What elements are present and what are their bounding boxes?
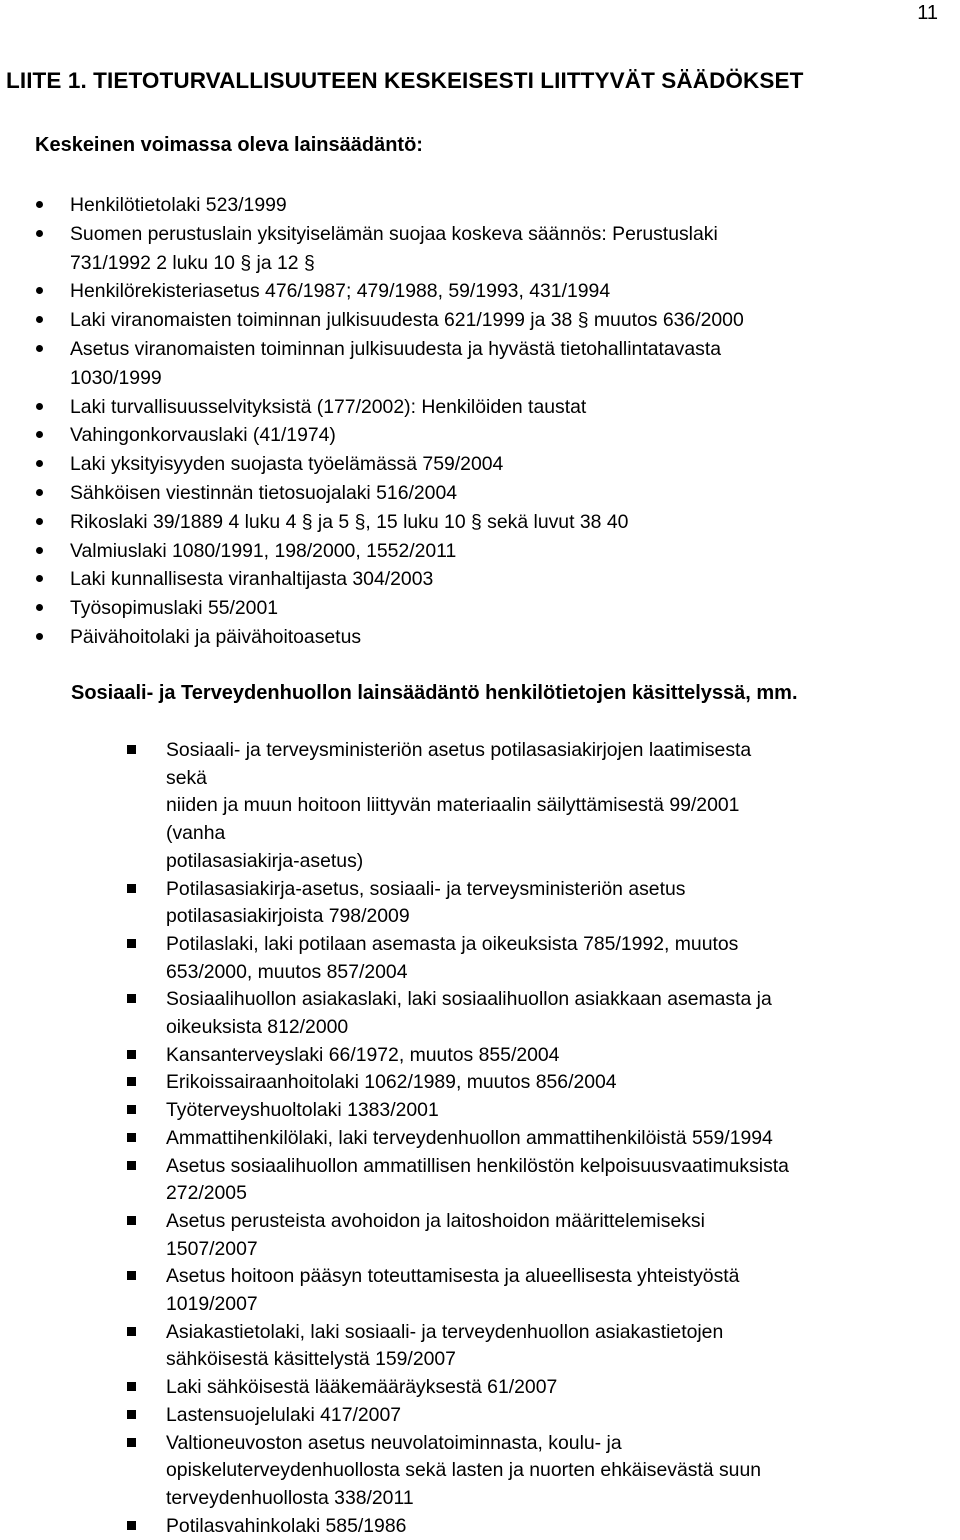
list-item — [0, 623, 950, 652]
list-item-line: Laki yksityisyyden suojasta työelämässä 759/2004 — [70, 453, 504, 476]
square-bullet-icon — [127, 1050, 136, 1059]
list-item-line: Rikoslaki 39/1889 4 luku 4 § ja 5 §, 15 luku 10 § sekä luvut 38 40 — [70, 510, 629, 533]
bullet-icon — [36, 633, 43, 640]
bullet-icon — [36, 460, 43, 467]
list-item — [0, 1069, 794, 1097]
square-bullet-icon — [127, 1382, 136, 1391]
list-item-line: 653/2000, muutos 857/2004 — [166, 960, 408, 983]
list-item-line: Työsopimuslaki 55/2001 — [70, 597, 279, 620]
list-item — [0, 565, 950, 594]
list-item-line: Potilaslaki, laki potilaan asemasta ja oikeuksista 785/1992, muutos — [166, 932, 739, 955]
bullet-icon — [36, 316, 43, 323]
list-item-line: Kansanterveyslaki 66/1972, muutos 855/2004 — [166, 1043, 560, 1066]
bullet-icon — [36, 518, 43, 525]
bullet-icon — [36, 345, 43, 352]
bullet-icon — [36, 287, 43, 294]
bullet-icon — [36, 403, 43, 410]
list-item-line: Päivähoitolaki ja päivähoitoasetus — [70, 625, 362, 648]
list-item-line: Asetus sosiaalihuollon ammatillisen henkilöstön kelpoisuusvaatimuksista — [166, 1154, 789, 1177]
legislation-list — [0, 191, 950, 652]
list-item — [0, 1042, 794, 1070]
list-item-line: 1030/1999 — [70, 366, 162, 389]
square-bullet-icon — [127, 1077, 136, 1086]
list-item — [0, 1402, 794, 1430]
list-item-line: 731/1992 2 luku 10 § ja 12 § — [70, 251, 315, 274]
list-item-line: 272/2005 — [166, 1182, 247, 1205]
square-bullet-icon — [127, 1327, 136, 1336]
list-item-line: Sosiaali- ja terveysministeriön asetus potilasasiakirjojen laatimisesta sekä — [166, 739, 752, 789]
bullet-icon — [36, 547, 43, 554]
list-item-line: opiskeluterveydenhuollosta sekä lasten ja nuorten ehkäisevästä suun — [166, 1459, 762, 1482]
list-item-line: Työterveyshuoltolaki 1383/2001 — [166, 1099, 439, 1122]
health-legislation-list — [0, 737, 794, 1540]
list-item — [0, 1430, 794, 1513]
list-item-line: potilasasiakirjoista 798/2009 — [166, 905, 410, 928]
list-item-line: Henkilötietolaki 523/1999 — [70, 194, 287, 216]
list-item — [0, 220, 950, 278]
square-bullet-icon — [127, 884, 136, 893]
list-item — [0, 931, 794, 986]
bullet-icon — [36, 604, 43, 611]
list-item-line: Potilasasiakirja-asetus, sosiaali- ja terveysministeriön asetus — [166, 877, 686, 900]
appendix-title: LIITE 1. TIETOTURVALLISUUTEEN KESKEISESTI LIITTYVÄT SÄÄDÖKSET — [6, 68, 804, 93]
list-item — [0, 450, 950, 479]
square-bullet-icon — [127, 1410, 136, 1419]
list-item — [0, 191, 950, 220]
list-item — [0, 1097, 794, 1125]
list-item — [0, 1125, 794, 1153]
square-bullet-icon — [127, 939, 136, 948]
list-item — [0, 1374, 794, 1402]
list-item-line: Lastensuojelulaki 417/2007 — [166, 1403, 402, 1426]
page-number: 11 — [917, 2, 938, 24]
list-item-line: potilasasiakirja-asetus) — [166, 849, 364, 872]
list-item-line: Asiakastietolaki, laki sosiaali- ja terveydenhuollon asiakastietojen — [166, 1320, 724, 1343]
list-item-line: Erikoissairaanhoitolaki 1062/1989, muutos 856/2004 — [166, 1071, 617, 1094]
list-item — [0, 594, 950, 623]
bullet-icon — [36, 230, 43, 237]
list-item-line: 1019/2007 — [166, 1293, 258, 1316]
list-item — [0, 876, 794, 931]
list-item-line: Laki turvallisuusselvityksistä (177/2002): Henkilöiden taustat — [70, 395, 587, 418]
section-heading-legislation: Keskeinen voimassa oleva lainsäädäntö: — [35, 134, 423, 156]
list-item — [0, 393, 950, 422]
bullet-icon — [36, 489, 43, 496]
bullet-icon — [36, 431, 43, 438]
list-item — [0, 737, 794, 876]
square-bullet-icon — [127, 745, 136, 754]
square-bullet-icon — [127, 1161, 136, 1170]
list-item-line: Vahingonkorvauslaki (41/1974) — [70, 424, 336, 447]
list-item-line: Valtioneuvoston asetus neuvolatoiminnasta, koulu- ja — [166, 1431, 622, 1454]
list-item-line: Potilasvahinkolaki 585/1986 — [166, 1514, 407, 1537]
list-item-line: Asetus viranomaisten toiminnan julkisuudesta ja hyvästä tietohallintatavasta — [70, 337, 722, 360]
square-bullet-icon — [127, 1216, 136, 1225]
list-item-line: Henkilörekisteriasetus 476/1987; 479/1988, 59/1993, 431/1994 — [70, 280, 611, 303]
list-item-line: Asetus hoitoon pääsyn toteuttamisesta ja alueellisesta yhteistyöstä — [166, 1265, 740, 1288]
list-item — [0, 1513, 794, 1540]
list-item-line: Sähköisen viestinnän tietosuojalaki 516/2004 — [70, 481, 458, 504]
square-bullet-icon — [127, 1133, 136, 1142]
list-item — [0, 277, 950, 306]
list-item-line: Ammattihenkilölaki, laki terveydenhuollon ammattihenkilöistä 559/1994 — [166, 1126, 773, 1149]
bullet-icon — [36, 201, 43, 208]
square-bullet-icon — [127, 1105, 136, 1114]
list-item — [0, 1319, 794, 1374]
list-item-line: Valmiuslaki 1080/1991, 198/2000, 1552/2011 — [70, 539, 457, 562]
square-bullet-icon — [127, 1521, 136, 1530]
list-item-line: Laki viranomaisten toiminnan julkisuudesta 621/1999 ja 38 § muutos 636/2000 — [70, 309, 744, 332]
list-item — [0, 335, 950, 393]
list-item — [0, 479, 950, 508]
list-item — [0, 1208, 794, 1263]
list-item-line: Asetus perusteista avohoidon ja laitoshoidon määrittelemiseksi 1507/2007 — [166, 1209, 705, 1260]
list-item-line: Suomen perustuslain yksityiselämän suojaa koskeva säännös: Perustuslaki — [70, 222, 718, 245]
list-item — [0, 1263, 794, 1318]
list-item — [0, 986, 794, 1041]
list-item — [0, 306, 950, 335]
square-bullet-icon — [127, 994, 136, 1003]
bullet-icon — [36, 575, 43, 582]
list-item-line: Laki sähköisestä lääkemääräyksestä 61/2007 — [166, 1376, 558, 1399]
list-item — [0, 537, 950, 566]
list-item — [0, 1153, 794, 1208]
list-item-line: oikeuksista 812/2000 — [166, 1016, 349, 1039]
list-item — [0, 508, 950, 537]
list-item-line: Laki kunnallisesta viranhaltijasta 304/2003 — [70, 568, 434, 591]
list-item — [0, 421, 950, 450]
list-item-line: Sosiaalihuollon asiakaslaki, laki sosiaalihuollon asiakkaan asemasta ja — [166, 988, 772, 1011]
square-bullet-icon — [127, 1271, 136, 1280]
square-bullet-icon — [127, 1438, 136, 1447]
list-item-line: terveydenhuollosta 338/2011 — [166, 1486, 414, 1509]
list-item-line: niiden ja muun hoitoon liittyvän materiaalin säilyttämisestä 99/2001 (vanha — [166, 794, 740, 845]
section-heading-health-legislation: Sosiaali- ja Terveydenhuollon lainsäädäntö henkilötietojen käsittelyssä, mm. — [71, 682, 798, 704]
list-item-line: sähköisestä käsittelystä 159/2007 — [166, 1348, 456, 1371]
